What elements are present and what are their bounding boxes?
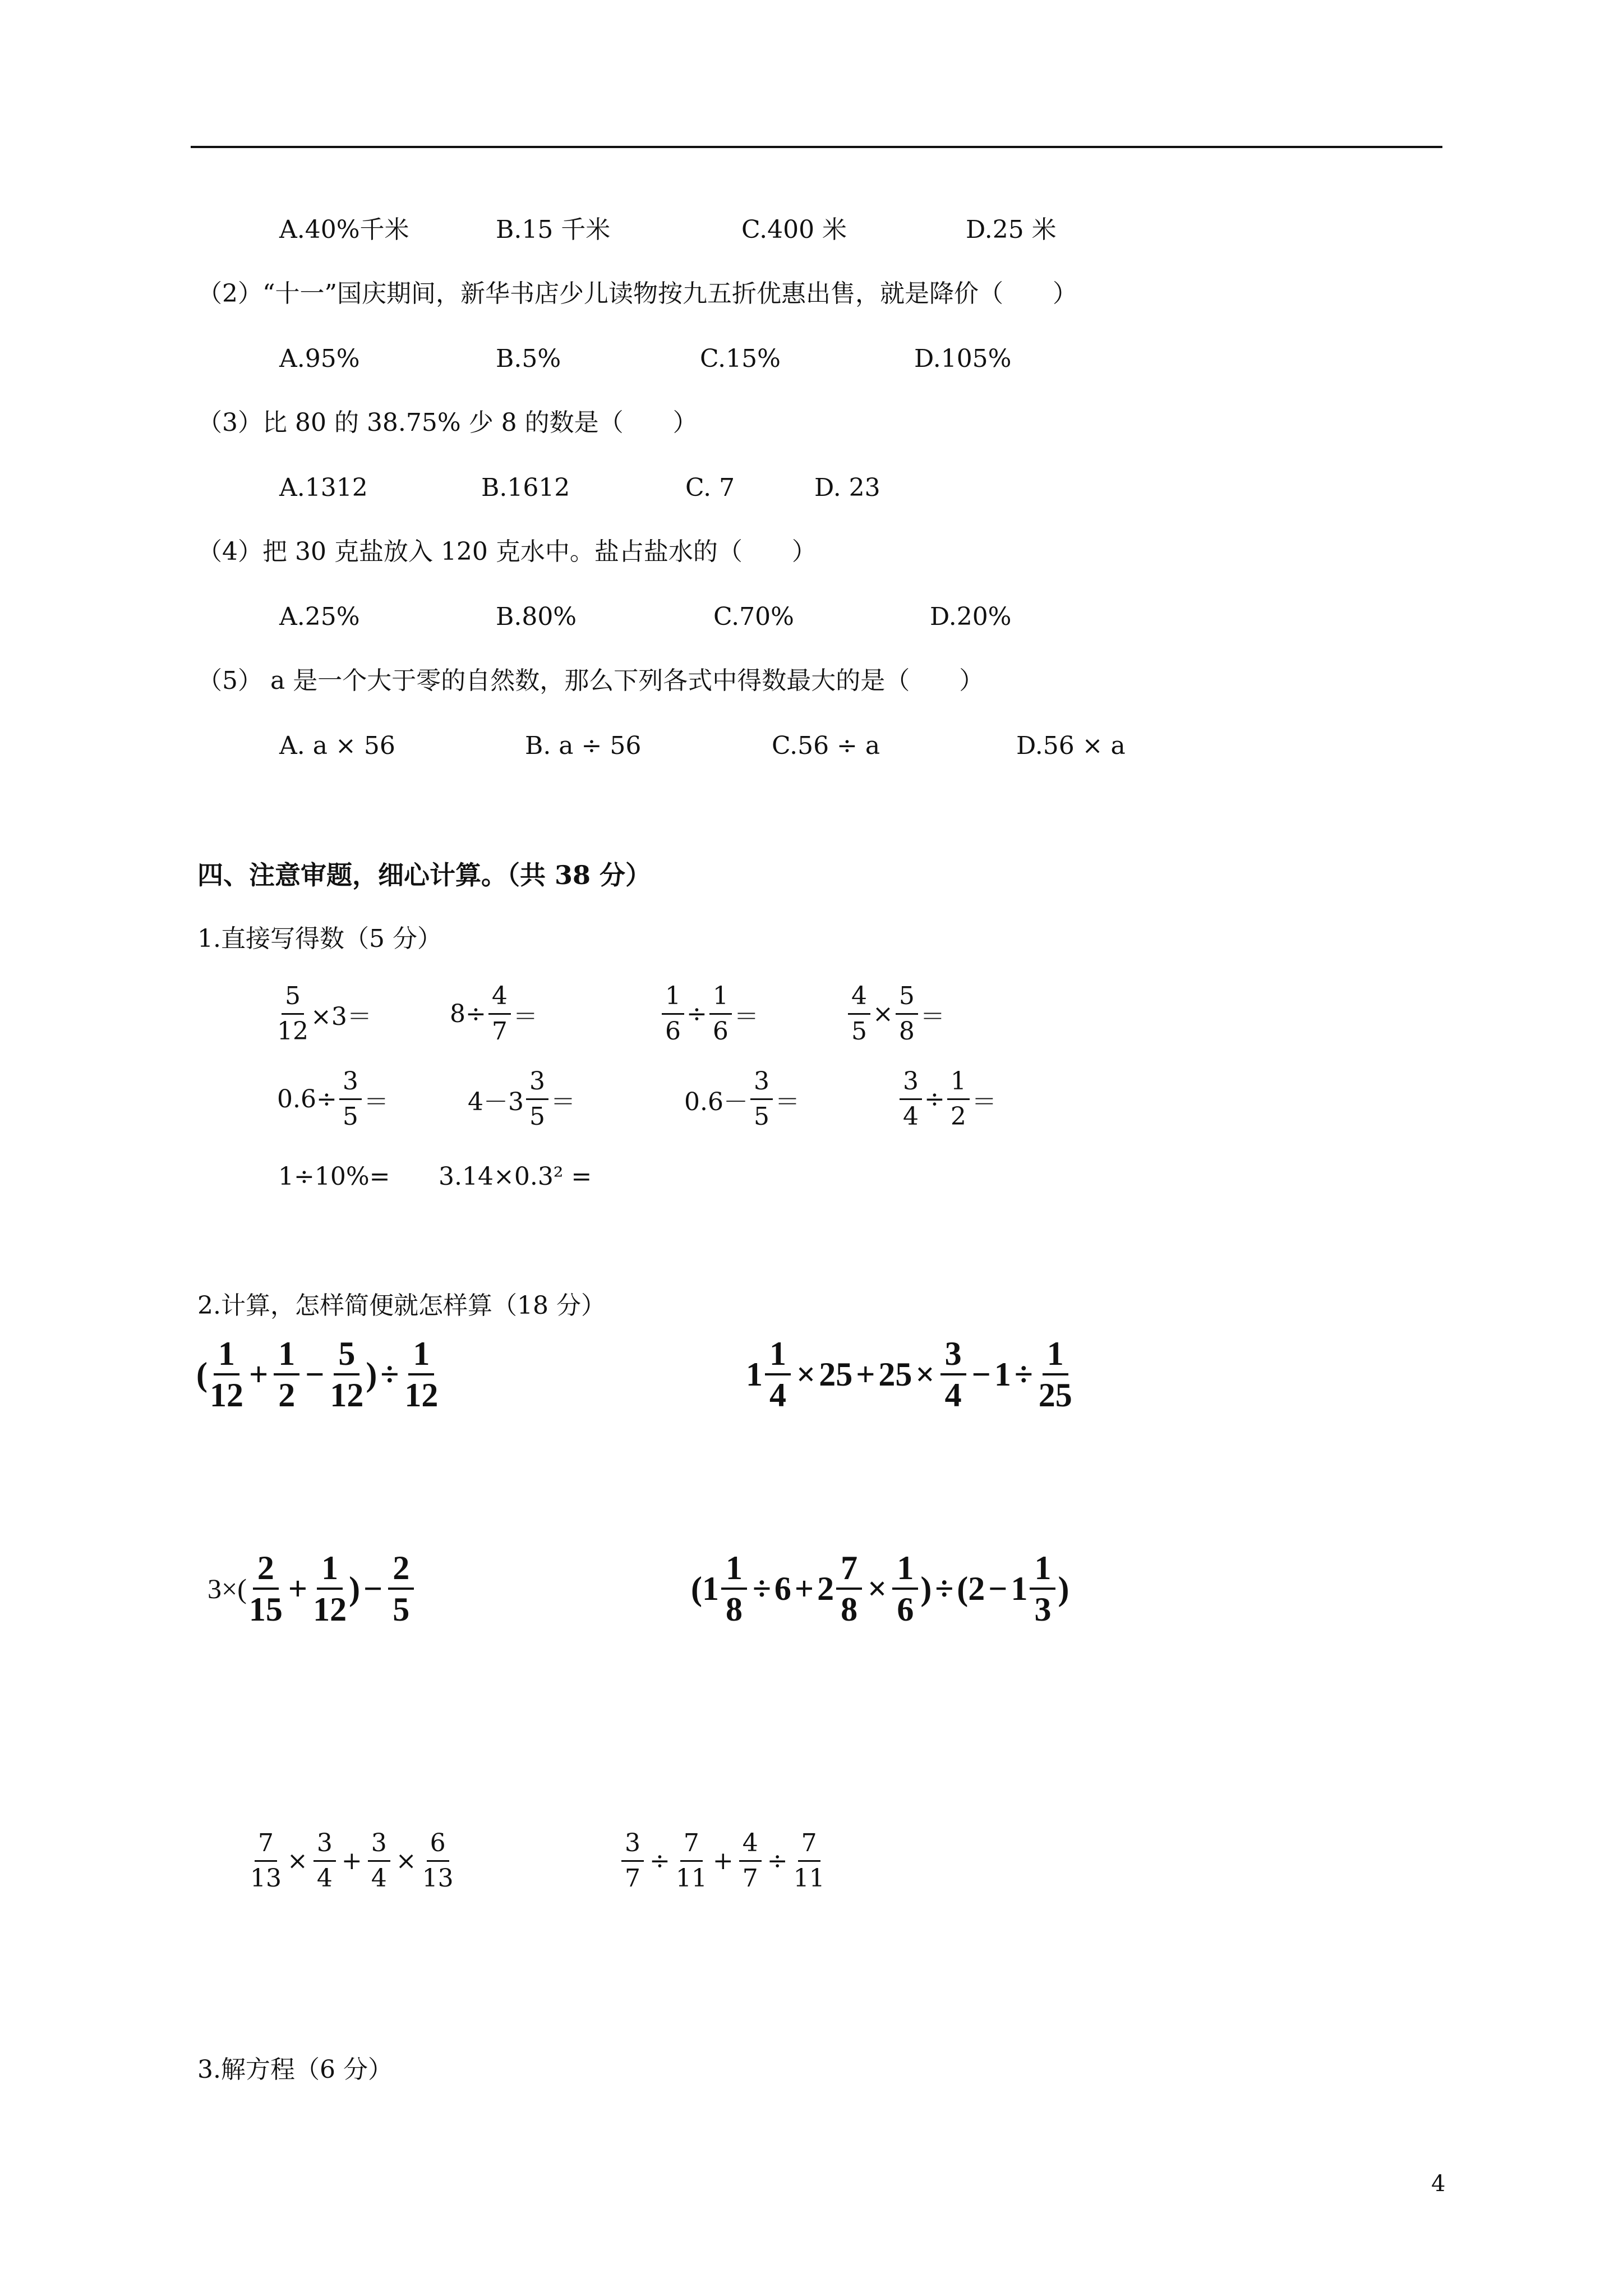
numerator: 7 bbox=[836, 1548, 862, 1590]
oral-expression bbox=[277, 1065, 389, 1134]
numerator: 1 bbox=[721, 1548, 747, 1590]
denominator: 12 bbox=[277, 1017, 308, 1046]
denominator: 13 bbox=[250, 1864, 282, 1893]
oral-expression bbox=[846, 979, 945, 1048]
numerator: 1 bbox=[317, 1548, 343, 1590]
denominator: 5 bbox=[851, 1017, 867, 1046]
whole-part: 2 bbox=[817, 1570, 834, 1607]
oral-expression bbox=[897, 1065, 997, 1134]
choice-b: B. a ÷ 56 bbox=[525, 731, 642, 760]
denominator: 4 bbox=[371, 1864, 387, 1893]
choice-c: C.15% bbox=[700, 344, 781, 373]
numerator: 5 bbox=[896, 979, 918, 1015]
oral-expression bbox=[450, 979, 538, 1048]
denominator: 6 bbox=[665, 1017, 681, 1046]
choice-b: B.15 千米 bbox=[496, 215, 611, 244]
calc-problem: 3 ×( $\frac{2}{15}$ + $\frac{1}{12}$ ) − $\frac{2}{5}$ bbox=[208, 1548, 416, 1629]
denominator: 4 bbox=[769, 1377, 786, 1414]
expr-prefix: 8÷ bbox=[450, 1000, 486, 1028]
denominator: 6 bbox=[897, 1591, 914, 1628]
numerator: 3 bbox=[621, 1826, 644, 1862]
numerator: 4 bbox=[848, 979, 870, 1015]
denominator: 4 bbox=[316, 1864, 333, 1893]
term: 1 bbox=[994, 1355, 1011, 1393]
term: 25 bbox=[878, 1355, 912, 1393]
oral-expression bbox=[275, 979, 372, 1048]
whole-part: 1 bbox=[746, 1355, 763, 1393]
choice-b: B.1612 bbox=[481, 473, 570, 502]
expr-rest: ＝ bbox=[513, 1002, 538, 1031]
expr-prefix: 0.6－ bbox=[684, 1087, 748, 1116]
denominator: 12 bbox=[313, 1591, 347, 1628]
choice-d: D.56 × a bbox=[1016, 731, 1126, 760]
numerator: 1 bbox=[947, 1065, 970, 1100]
denominator: 15 bbox=[248, 1591, 283, 1628]
denominator: 7 bbox=[491, 1017, 508, 1046]
expr-rest: ＝ bbox=[971, 1087, 997, 1116]
numerator: 4 bbox=[739, 1826, 762, 1862]
choice-c: C.70% bbox=[713, 602, 794, 631]
section-title: 四、注意审题，细心计算。（共 38 分） bbox=[197, 860, 652, 890]
choice-a: A.95% bbox=[279, 344, 360, 373]
denominator: 2 bbox=[950, 1102, 966, 1131]
numerator: 4 bbox=[488, 979, 511, 1015]
operator: ÷ bbox=[686, 1000, 707, 1028]
calc-problem: $\frac{3}{7}$ ÷ $\frac{7}{11}$ + $\frac{4}{7}$ ÷ $\frac{7}{11}$ bbox=[619, 1826, 827, 1895]
numerator: 3 bbox=[313, 1826, 336, 1862]
choice-a: A. a × 56 bbox=[279, 731, 395, 760]
numerator: 5 bbox=[334, 1334, 359, 1375]
denominator: 7 bbox=[625, 1864, 640, 1893]
denominator: 12 bbox=[330, 1377, 364, 1414]
question-3: （3）比 80 的 38.75% 少 8 的数是（ ） bbox=[197, 408, 698, 437]
numerator: 1 bbox=[408, 1334, 434, 1375]
expr-rest: ＝ bbox=[551, 1087, 575, 1116]
denominator: 12 bbox=[404, 1377, 439, 1414]
expr-rest: ＝ bbox=[363, 1087, 389, 1116]
numerator: 7 bbox=[680, 1826, 703, 1862]
denominator: 12 bbox=[209, 1377, 243, 1414]
operator: × bbox=[873, 1000, 893, 1028]
denominator: 8 bbox=[725, 1591, 743, 1628]
whole-part: 1 bbox=[1011, 1570, 1028, 1607]
choice-c: C.56 ÷ a bbox=[772, 731, 880, 760]
choice-a: A.40%千米 bbox=[279, 215, 409, 244]
numerator: 3 bbox=[339, 1065, 362, 1100]
denominator: 5 bbox=[393, 1591, 410, 1628]
oral-expression bbox=[684, 1065, 800, 1134]
numerator: 7 bbox=[798, 1826, 820, 1862]
oral-expression: 1÷10%= bbox=[278, 1162, 390, 1191]
denominator: 3 bbox=[1034, 1591, 1052, 1628]
term: 3 bbox=[208, 1573, 222, 1604]
expr-prefix: 0.6÷ bbox=[277, 1085, 337, 1114]
numerator: 1 bbox=[1030, 1548, 1055, 1590]
choice-a: A.1312 bbox=[279, 473, 368, 502]
numerator: 1 bbox=[274, 1334, 299, 1375]
numerator: 2 bbox=[388, 1548, 414, 1590]
numerator: 3 bbox=[526, 1065, 548, 1100]
subsection-title: 1.直接写得数（5 分） bbox=[197, 924, 442, 953]
page-number: 4 bbox=[1431, 2171, 1446, 2197]
term: 6 bbox=[774, 1570, 791, 1607]
calc-problem: ( $\frac{1}{12}$ + $\frac{1}{2}$ − $\frac{5}{12}$ ) ÷ $\frac{1}{12}$ bbox=[196, 1335, 439, 1414]
denominator: 4 bbox=[903, 1102, 919, 1131]
term: 2 bbox=[968, 1570, 985, 1607]
denominator: 7 bbox=[742, 1864, 758, 1893]
question-2: （2）“十一”国庆期间，新华书店少儿读物按九五折优惠出售，就是降价（ ） bbox=[197, 279, 1077, 308]
oral-expression bbox=[468, 1065, 575, 1134]
calc-problem: ( 1 $\frac{1}{8}$ ÷ 6 + 2 $\frac{7}{8}$ × $\frac{1}{6}$ ) ÷ ( 2 − 1 $\frac{1}{3}$ ) bbox=[691, 1549, 1069, 1628]
expr-prefix: 4－3 bbox=[468, 1087, 524, 1116]
denominator: 5 bbox=[529, 1102, 545, 1131]
numerator: 5 bbox=[282, 979, 304, 1015]
choice-d: D. 23 bbox=[814, 473, 880, 502]
numerator: 7 bbox=[255, 1826, 277, 1862]
denominator: 8 bbox=[841, 1591, 858, 1628]
subsection-title: 2.计算，怎样简便就怎样算（18 分） bbox=[197, 1291, 606, 1320]
numerator: 1 bbox=[892, 1548, 918, 1590]
subsection-title: 3.解方程（6 分） bbox=[197, 2055, 393, 2084]
numerator: 6 bbox=[427, 1826, 449, 1862]
denominator: 8 bbox=[898, 1017, 915, 1046]
calc-problem: 1 $\frac{1}{4}$ × 25 + 25 × $\frac{3}{4}$ − 1 ÷ $\frac{1}{25}$ bbox=[746, 1335, 1072, 1414]
numerator: 1 bbox=[662, 979, 684, 1015]
choice-d: D.25 米 bbox=[966, 215, 1057, 244]
operator: ÷ bbox=[924, 1085, 945, 1114]
denominator: 5 bbox=[753, 1102, 769, 1131]
choice-c: C. 7 bbox=[685, 473, 735, 502]
choice-c: C.400 米 bbox=[741, 215, 847, 244]
choice-b: B.80% bbox=[496, 602, 577, 631]
expr-rest: ＝ bbox=[920, 1002, 945, 1031]
denominator: 2 bbox=[278, 1377, 296, 1414]
choice-b: B.5% bbox=[496, 344, 561, 373]
oral-expression bbox=[660, 979, 759, 1048]
term: 25 bbox=[819, 1355, 853, 1393]
calc-problem: $\frac{7}{13}$ × $\frac{3}{4}$ + $\frac{3}{4}$ × $\frac{6}{13}$ bbox=[248, 1826, 456, 1895]
denominator: 13 bbox=[422, 1864, 454, 1893]
numerator: 3 bbox=[940, 1334, 966, 1375]
numerator: 1 bbox=[709, 979, 732, 1015]
denominator: 6 bbox=[712, 1017, 728, 1046]
numerator: 1 bbox=[765, 1334, 791, 1375]
oral-expression: 3.14×0.3² = bbox=[439, 1162, 592, 1191]
numerator: 1 bbox=[1043, 1334, 1068, 1375]
denominator: 5 bbox=[342, 1102, 358, 1131]
numerator: 2 bbox=[253, 1548, 279, 1590]
question-4: （4）把 30 克盐放入 120 克水中。盐占盐水的（ ） bbox=[197, 537, 817, 566]
question-5: （5） a 是一个大于零的自然数，那么下列各式中得数最大的是（ ） bbox=[197, 666, 984, 695]
choice-d: D.20% bbox=[930, 602, 1012, 631]
expr-rest: ＝ bbox=[774, 1087, 800, 1116]
numerator: 3 bbox=[368, 1826, 390, 1862]
denominator: 11 bbox=[793, 1864, 825, 1893]
expr-rest: ＝ bbox=[734, 1002, 759, 1031]
numerator: 3 bbox=[750, 1065, 773, 1100]
choice-a: A.25% bbox=[279, 602, 360, 631]
denominator: 25 bbox=[1038, 1377, 1072, 1414]
header-rule bbox=[191, 146, 1442, 148]
expr-rest: ×3＝ bbox=[311, 1002, 372, 1031]
whole-part: 1 bbox=[702, 1570, 719, 1607]
numerator: 3 bbox=[900, 1065, 922, 1100]
denominator: 11 bbox=[675, 1864, 707, 1893]
denominator: 4 bbox=[944, 1377, 962, 1414]
choice-d: D.105% bbox=[914, 344, 1012, 373]
numerator: 1 bbox=[214, 1334, 239, 1375]
